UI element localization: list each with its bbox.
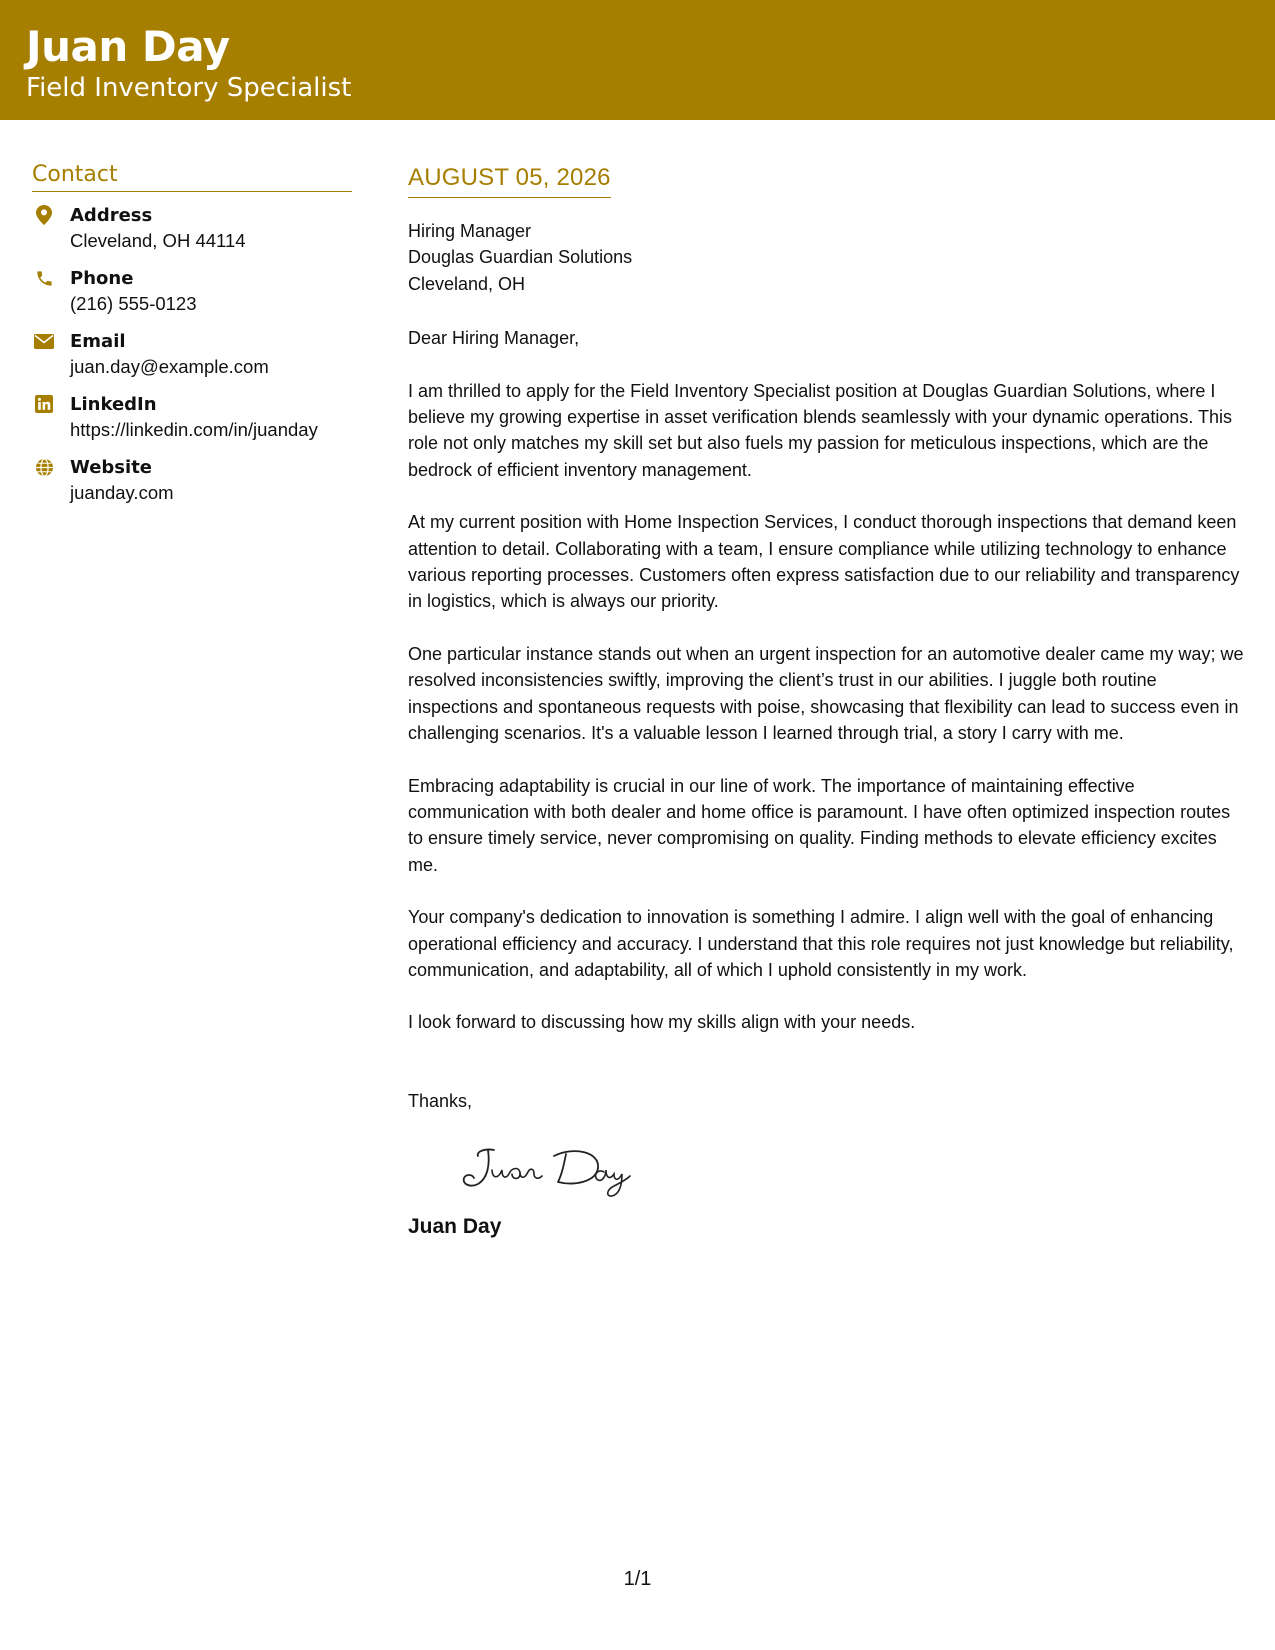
letter-paragraph: Embracing adaptability is crucial in our line of work. The importance of maintaining effective communication with both dealer and home office is paramount. I have often optimized inspection routes to ensure timely service, never compromising on quality. Finding methods to elevate efficiency excites me. — [408, 775, 1231, 875]
recipient-line: Hiring Manager — [408, 221, 532, 241]
recipient-block — [408, 218, 1250, 297]
contact-value: juanday.com — [70, 482, 174, 503]
signer-name: Juan Day — [408, 1215, 502, 1239]
recipient-line: Cleveland, OH — [408, 273, 526, 294]
contact-item-phone — [32, 267, 352, 330]
contact-value: (216) 555-0123 — [70, 293, 197, 314]
applicant-job-title: Field Inventory Specialist — [26, 73, 352, 103]
globe-icon — [34, 457, 54, 477]
contact-sidebar — [32, 162, 352, 519]
letter-paragraph: I look forward to discussing how my skills align with your needs. — [408, 1012, 916, 1033]
recipient-line: Douglas Guardian Solutions — [408, 247, 633, 268]
letter-body — [408, 164, 1250, 1241]
contact-item-address — [32, 204, 352, 267]
contact-item-linkedin — [32, 393, 352, 456]
linkedin-icon — [34, 394, 54, 414]
contact-item-website — [32, 456, 352, 519]
envelope-icon — [34, 331, 54, 351]
contact-list — [32, 204, 352, 519]
phone-icon — [34, 268, 54, 288]
contact-heading: Contact — [32, 162, 352, 192]
applicant-name: Juan Day — [26, 22, 230, 71]
letter-date: AUGUST 05, 2026 — [408, 164, 611, 198]
letter-paragraph: One particular instance stands out when an urgent inspection for an automotive dealer came my way; we resolved inconsistencies swiftly, improving the client’s trust in our abilities. I juggle both routine inspections and spontaneous requests with poise, showcasing that flexibility can lead to success even in challenging scenarios. It's a valuable lesson I learned through trial, a story I carry with me. — [408, 643, 1244, 744]
contact-value: https://linkedin.com/in/juanday — [70, 419, 318, 440]
contact-item-email — [32, 330, 352, 393]
contact-label: Website — [70, 457, 153, 478]
contact-label: Address — [70, 205, 153, 226]
map-pin-icon — [34, 205, 54, 225]
letter-paragraph: I am thrilled to apply for the Field Inventory Specialist position at Douglas Guardian Solutions, where I believe my growing expertise in asset verification blends seamlessly with your dynamic operations. This role not only matches my skill set but also fuels my passion for meticulous inspections, which are the bedrock of efficient inventory management. — [408, 380, 1233, 480]
salutation: Dear Hiring Manager, — [408, 328, 580, 349]
closing: Thanks, — [408, 1090, 473, 1111]
letter-paragraph: At my current position with Home Inspection Services, I conduct thorough inspections that demand keen attention to detail. Collaborating with a team, I ensure compliance while utilizing technology to enhance various reporting processes. Customers often express satisfaction due to our reliability and transparency in logistics, which is always our priority. — [408, 512, 1240, 612]
contact-value: Cleveland, OH 44114 — [70, 230, 246, 251]
header-banner — [0, 0, 1275, 120]
contact-label: LinkedIn — [70, 394, 157, 415]
letter-paragraph: Your company's dedication to innovation is something I admire. I align well with the goal of enhancing operational efficiency and accuracy. I understand that this role requires not just knowledge but reliability, communication, and adaptability, all of which I uphold consistently in my work. — [408, 907, 1234, 980]
page-number: 1/1 — [623, 1568, 652, 1590]
handwritten-signature — [454, 1140, 664, 1200]
contact-label: Phone — [70, 268, 134, 289]
contact-value: juan.day@example.com — [70, 356, 269, 377]
contact-label: Email — [70, 331, 126, 352]
